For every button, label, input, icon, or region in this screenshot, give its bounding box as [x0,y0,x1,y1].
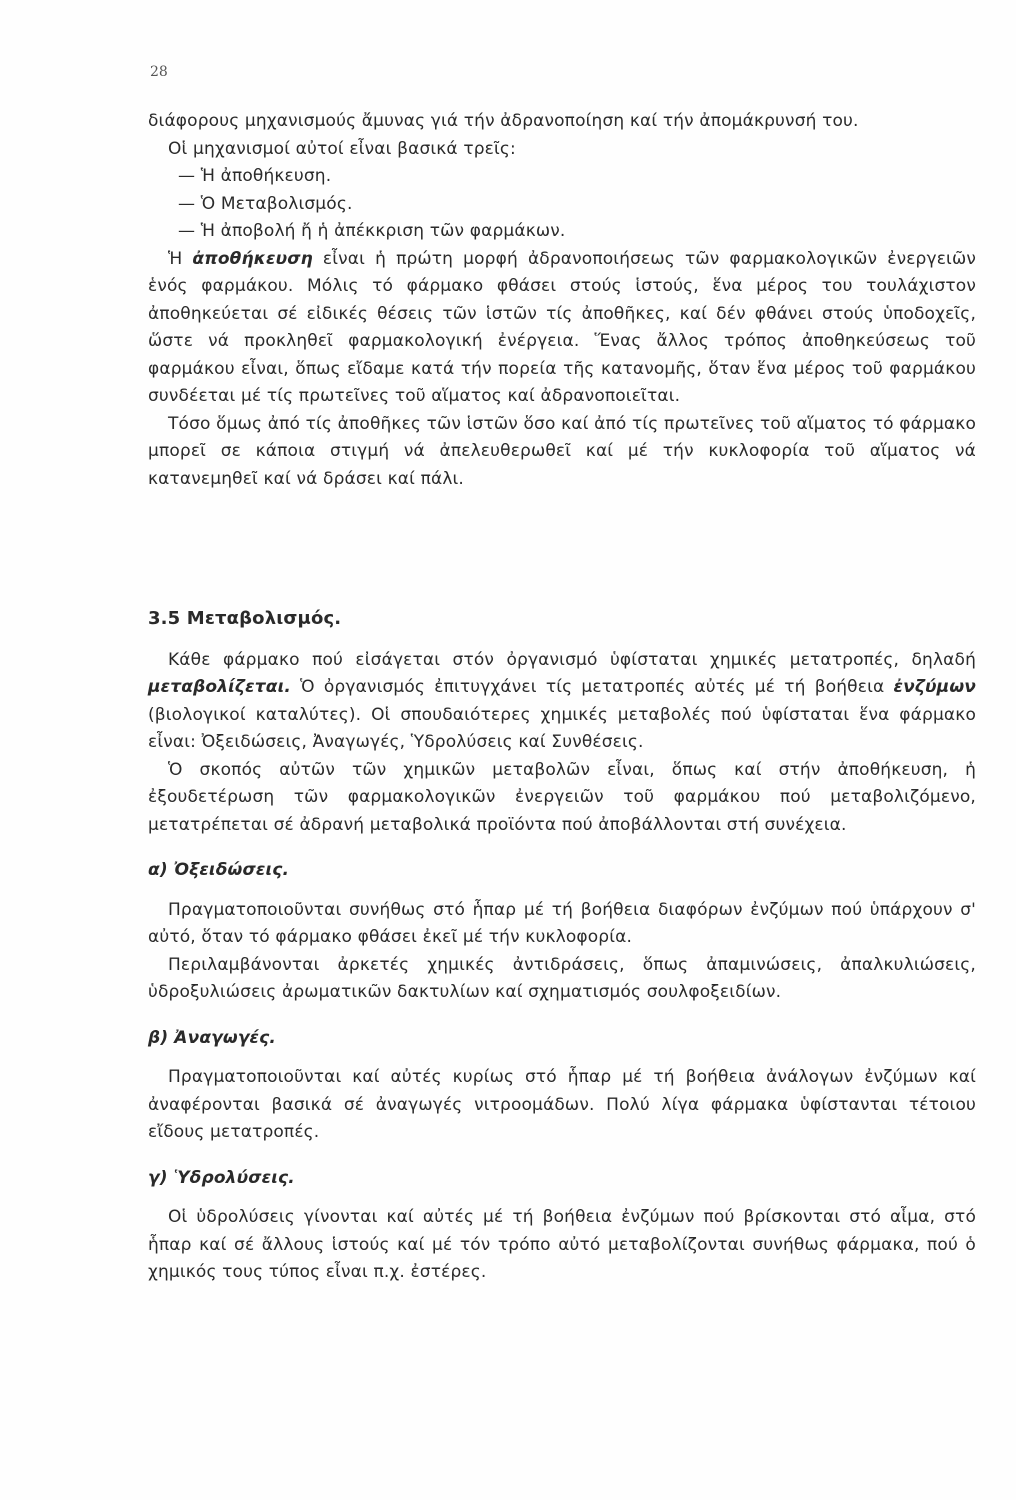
list-item: — Ἡ ἀποβολή ἤ ἡ ἀπέκκριση τῶν φαρμάκων. [178,221,566,241]
paragraph: Οἱ ὑδρολύσεις γίνονται καί αὐτές μέ τή βοήθεια ἐνζύμων πού βρίσκονται στό αἷμα, στό ἧπαρ καί σέ ἄλλους ἱστούς καί μέ τόν τρόπο αὐτό μεταβολίζονται συνήθως φάρμακα, πού ὁ χημικός τους τύπος εἶναι π.χ. ἐστέρες. [148,1207,976,1282]
emphasis-term: ἀποθήκευση [192,248,313,269]
text: εἶναι ἡ πρώτη μορφή ἀδρανοποιήσεως τῶν φαρμακολογικῶν ἐνεργειῶν ἑνός φαρμάκου. Μόλις τό φάρμακο φθάσει στούς ἱστούς, ἕνα μέρος του τουλάχιστον ἀποθηκεύεται σέ εἰδικές θέσεις τῶν ἱστῶν τίς ἀποθῆκες, καί δέν φθάνει στούς ὑποδοχεῖς, ὥστε νά προκληθεῖ φαρμακολογική ἐνέργεια. Ἕνας ἄλλος τρόπος ἀποθηκεύσεως τοῦ φαρμάκου εἶναι, ὅπως εἴδαμε κατά τήν πορεία τῆς κατανομῆς, ὅταν ἕνα μέρος τοῦ φαρμάκου συνδέεται μέ τίς πρωτεῖνες τοῦ αἵματος καί ἀδρανοποιεῖται. [148,248,976,406]
paragraph: διάφορους μηχανισμούς ἄμυνας γιά τήν ἀδρανοποίηση καί τήν ἀπομάκρυνσή του. [148,111,859,131]
paragraph [148,246,976,411]
subsection-heading: β) Ἀναγωγές. [148,1027,277,1048]
text: Κάθε φάρμακο πού εἰσάγεται στόν ὀργανισμό ὑφίσταται χημικές μετατροπές, δηλαδή [168,649,976,670]
paragraph: Ὁ σκοπός αὐτῶν τῶν χημικῶν μεταβολῶν εἶναι, ὅπως καί στήν ἀποθήκευση, ἡ ἐξουδετέρωση τῶν φαρμακολογικῶν ἐνεργειῶν τοῦ φαρμάκου πού μεταβολιζόμενο, μετατρέπεται σέ ἀδρανή μεταβολικά προϊόντα πού ἀποβάλλονται στή συνέχεια. [148,759,976,835]
list-item: — Ὁ Μεταβολισμός. [178,193,353,214]
section-heading: 3.5 Μεταβολισμός. [148,608,342,629]
page-number: 28 [150,64,168,80]
paragraph [148,647,976,757]
emphasis-term: ἐνζύμων [893,677,976,697]
text: Ὁ ὀργανισμός ἐπιτυγχάνει τίς μετατροπές αὐτές μέ τή βοήθεια [290,677,894,697]
subsection-heading: α) Ὀξειδώσεις. [148,860,290,880]
paragraph: Περιλαμβάνονται ἀρκετές χημικές ἀντιδράσεις, ὅπως ἀπαμινώσεις, ἀπαλκυλιώσεις, ὑδροξυλιώσεις ἀρωματικῶν δακτυλίων καί σχηματισμός σουλφοξειδίων. [148,954,976,1002]
page-body [148,108,976,1287]
text: Ἡ [168,248,193,269]
paragraph: Πραγματοποιοῦνται συνήθως στό ἧπαρ μέ τή βοήθεια διαφόρων ἐνζύμων πού ὑπάρχουν σ' αὐτό, ὅταν τό φάρμακο φθάσει ἐκεῖ μέ τήν κυκλοφορία. [148,899,976,947]
paragraph: Τόσο ὅμως ἀπό τίς ἀποθῆκες τῶν ἱστῶν ὅσο καί ἀπό τίς πρωτεῖνες τοῦ αἵματος τό φάρμακο μπορεῖ σε κάποια στιγμή νά ἀπελευθερωθεῖ καί μέ τήν κυκλοφορία τοῦ αἵματος νά κατανεμηθεῖ καί νά δράσει καί πάλι. [148,413,976,489]
subsection-heading: γ) Ὑδρολύσεις. [148,1167,295,1188]
list-item: — Ἡ ἀποθήκευση. [178,166,332,186]
text: (βιολογικοί καταλύτες). Οἱ σπουδαιότερες χημικές μεταβολές πού ὑφίσταται ἕνα φάρμακο εἶναι: Ὀξειδώσεις, Ἀναγωγές, Ὑδρολύσεις καί Συνθέσεις. [148,704,976,752]
emphasis-term: μεταβολίζεται. [148,677,291,697]
paragraph: Πραγματοποιοῦνται καί αὐτές κυρίως στό ἧπαρ μέ τή βοήθεια ἀνάλογων ἐνζύμων καί ἀναφέρονται βασικά σέ ἀναγωγές νιτροομάδων. Πολύ λίγα φάρμακα ὑφίστανται τέτοιου εἴδους μετατροπές. [148,1067,976,1142]
paragraph: Οἱ μηχανισμοί αὐτοί εἶναι βασικά τρεῖς: [168,138,516,159]
